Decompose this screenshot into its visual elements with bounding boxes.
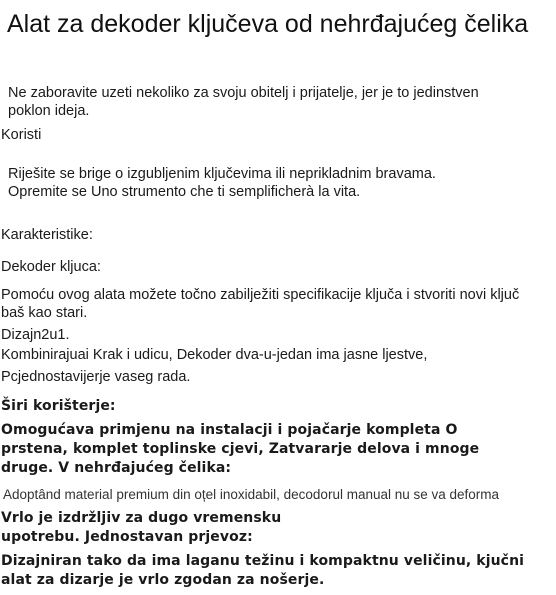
koristi-line-2: Opremite se Uno strumento che ti semplificherà la vita. <box>8 184 361 200</box>
dizajn-line: Dizajn2u1. <box>1 327 70 343</box>
kombinirajte-line: Kombinirajuai Krak i udicu, Dekoder dva-u-jedan ima jasne ljestve, <box>1 347 428 363</box>
karakteristike-heading: Karakteristike: <box>1 227 93 243</box>
siri-text: Omogućava primjenu na instalacji i pojačarje kompleta O prstena, komplet toplinske cjevi, Zatvararje delova i mnoge druge. V nehrđajućeg čelika: <box>1 422 480 476</box>
koristi-heading: Koristi <box>1 127 42 143</box>
intro-text: Ne zaboravite uzeti nekoliko za svoju obitelj i prijatelje, jer je to jedinstven poklon ideja. <box>8 85 479 119</box>
dekoder-text: Pomoću ovog alata možete točno zabilježiti specifikacije ključa i stvoriti novi ključ baš kao stari. <box>1 287 520 321</box>
pojednostavi-line: Pcjednostavijerje vaseg rada. <box>1 369 191 385</box>
siri-heading: Širi korišterje: <box>1 398 116 414</box>
page-title: Alat za dekoder ključeva od nehrđajućeg čelika <box>7 10 529 38</box>
koristi-line-1: Riješite se brige o izgubljenim ključevima ili neprikladnim bravama. <box>8 166 436 182</box>
adoptand-line: Adoptând material premium din oțel inoxidabil, decodorul manual nu se va deforma <box>3 487 500 502</box>
dekoder-heading: Dekoder kljuca: <box>1 259 101 275</box>
izdrzljiv-text: Vrlo je izdržljiv za dugo vremensku upotrebu. Jednostavan prjevoz: <box>1 510 282 545</box>
dizajniran-text: Dizajniran tako da ima laganu težinu i kompaktnu veličinu, kjučni alat za dizarje je vrlo zgodan za nošerje. <box>1 553 525 588</box>
